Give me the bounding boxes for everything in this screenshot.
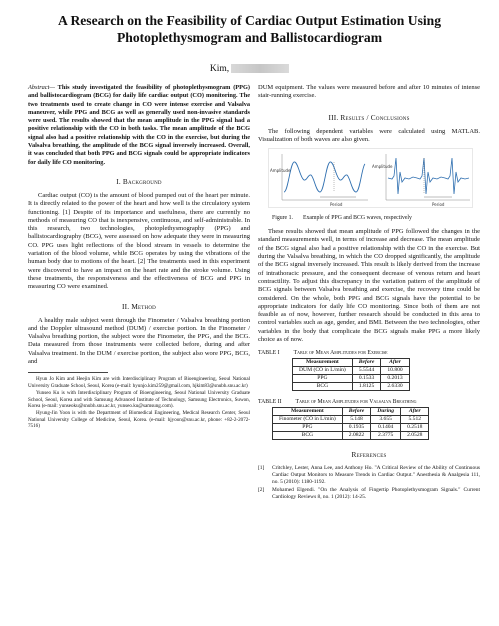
table-cell: 5.148 (342, 416, 371, 424)
left-column (28, 84, 250, 431)
footnote-item: Yunseo Ku is with Interdisciplinary Program of Bioengineering, Seoul National University Graduate School, Seoul, Korea and with Samsung Advanced Institute of Technology, Samsung Electronics, Suwon, Korea (e-mail: yunseoku@snubh.snu.ac.kr, yunseo.ku@samsung.com). (28, 390, 250, 409)
table-header-cell: During (371, 408, 401, 416)
paper-title (10, 12, 489, 46)
table-cell: BCG (273, 432, 343, 440)
results-intro-paragraph: The following dependent variables were calculated using MATLAB. Visualization of both waves are also given. (258, 127, 480, 143)
table-cell: 10.800 (381, 367, 409, 375)
table-header-cell: After (401, 408, 429, 416)
table-2-title (258, 399, 480, 405)
table-header-cell: Measurement (273, 408, 343, 416)
period-label-ppg: Period (330, 202, 343, 208)
figure-1 (268, 148, 480, 213)
table-cell: PPG (293, 375, 353, 383)
table-cell: 0.1404 (371, 424, 401, 432)
figure-caption-text: Example of PPG and BCG waves, respectively (302, 215, 412, 222)
table-header-cell: Before (352, 359, 381, 367)
table-cell: 3.655 (371, 416, 401, 424)
table-cell: 0.2518 (401, 424, 429, 432)
footnote-divider (28, 372, 108, 373)
abstract (28, 84, 250, 167)
table-1-title (258, 350, 480, 356)
table-row (273, 424, 429, 432)
table-header-row (293, 359, 410, 367)
reference-number: [2] (258, 486, 265, 493)
table-1-number: TABLE I (258, 350, 280, 357)
method-continued-paragraph: DUM equipment. The values were measured before and after 10 minutes of intense stair-running exercise. (258, 84, 480, 100)
table-cell: BCG (293, 383, 353, 391)
reference-item (258, 487, 480, 501)
table-cell: 0.1533 (352, 375, 381, 383)
references-list (258, 465, 480, 500)
abstract-label: Abstract— (28, 84, 55, 91)
table-cell: 2.3775 (371, 432, 401, 440)
table-row (293, 383, 410, 391)
footnote-item: Hyung-Jin Yoon is with the Department of Biomedical Engineering, Medical Research Center, Seoul National University College of Medicine, Seoul, Korea. (e-mail: hjyoon@snu.ac.kr, phone: +82-2-2072-7516) (28, 410, 250, 430)
reference-item (258, 465, 480, 485)
table-header-cell: After (381, 359, 409, 367)
reference-text: Critchley, Lester, Anna Lee, and Anthony Ho. "A Critical Review of the Ability of Continuous Cardiac Output Monitors to Measure Trends in Cardiac Output." Anesthesia & Analgesia 111, no. 5 (2010): 1180-1192. (272, 465, 480, 485)
redacted-author-block (231, 64, 289, 73)
footnotes (28, 376, 250, 429)
title-line-1: A Research on the Feasibility of Cardiac Output Estimation Using (57, 13, 442, 28)
background-section (28, 192, 250, 292)
table-cell: 0.1935 (342, 424, 371, 432)
results-intro (258, 128, 480, 145)
table-cell: 0.2013 (381, 375, 409, 383)
right-column (258, 84, 480, 501)
table-cell: 5.5544 (352, 367, 381, 375)
amplitude-label-ppg: Amplitude (270, 168, 291, 174)
table-1-caption: Table of Mean Amplitudes for Exercise (293, 350, 388, 357)
table-cell: Finometer (CO in L/min) (273, 416, 343, 424)
table-row (293, 375, 410, 383)
table-cell: 2.6330 (381, 383, 409, 391)
section-heading-method: II. Method (122, 301, 156, 311)
table-row (293, 367, 410, 375)
table-2-number: TABLE II (258, 399, 282, 406)
table-2-caption: Table of Mean Amplitudes for Valsalva Breathing (295, 399, 417, 406)
table-header-row (273, 408, 429, 416)
table-2 (272, 407, 429, 440)
table-cell: PPG (273, 424, 343, 432)
footnote-item: Hyun Jo Kim and Heejin Kim are with Interdisciplinary Program of Bioengineering, Seoul National University Graduate School, Seoul, Korea (e-mail: hyunjo.kim259@gmail.com, hjkim83@snubh.snu.ac.kr) (28, 376, 250, 389)
method-continued (258, 84, 480, 101)
table-row (273, 432, 429, 440)
table-cell: 5.512 (401, 416, 429, 424)
reference-number: [1] (258, 465, 265, 472)
table-cell: 2.0822 (342, 432, 371, 440)
title-line-2: Photoplethysmogram and Ballistocardiogram (116, 30, 383, 45)
table-row (273, 416, 429, 424)
period-label-bcg: Period (432, 202, 445, 208)
abstract-text: This study investigated the feasibility of photoplethysmogram (PPG) and ballistocardiogram (BCG) for daily life cardiac output (CO) monitoring. The two treatments used to create change in CO were intense exercise and Valsalva maneuver, while PPG and BCG as well as generally used non-invasive standards were used. The results showed that the mean amplitude in the PPG signal had a positive relationship with the CO in both tasks. The mean amplitude of the BCG signal also had a positive relationship with the CO in the exercise, but during the Valsalva breathing, the amplitude of the BCG signal inversely increased. Overall, it was concluded that both PPG and BCG signals could be appropriate indicators for daily life CO monitoring. (28, 84, 250, 166)
amplitude-label-bcg: Amplitude (372, 164, 393, 170)
figure-caption (272, 215, 480, 222)
background-paragraph: Cardiac output (CO) is the amount of blood pumped out of the heart per minute. It is directly related to the power of the heart and how well is the circulatory system functioning. [1] Despite of its importance and usefulness, there are currently no methods of measuring CO that is inexpensive, continuous, and self-administrable. In this research, two technologies, photoplethysmography (PPG) and ballistocardiography (BCG), were assessed on how adequate they were in measuring CO. PPG uses light reflections of the blood stream in vessels to determine the variation of the blood volume, while BCG operates by using the vibrations of the human body due to motions of the heart. [2] The treatments used in this experiment were discovered to have an impact on the heart rate and the stroke volume. Using these treatments, the responsiveness and the effectiveness of BCG and PPG in measuring CO were examined. (28, 191, 250, 291)
method-section (28, 317, 250, 367)
figure-caption-number: Figure 1. (272, 215, 293, 222)
table-cell: DUM (CO in L/min) (293, 367, 353, 375)
method-paragraph: A healthy male subject went through the Finometer / Valsalva breathing portion and the Doppler ultrasound method (DUM) / exercise portion. In the Finometer / Valsalva breathing portion, the subject wore the Finometer, the PPG, and the BCG. Data measured from those instruments were collected before, during and after Valsalva treatment. In the DUM / exercise portion, the subject also wore PPG, BCG, and (28, 316, 250, 366)
table-header-cell: Measurement (293, 359, 353, 367)
section-heading-background: I. Background (116, 176, 162, 186)
ppg-bcg-wave-figure (268, 148, 473, 208)
results-section (258, 228, 480, 344)
section-heading-references: References (351, 450, 387, 460)
author-line (0, 64, 499, 74)
table-cell: 1.8125 (352, 383, 381, 391)
reference-text: Mohamed Elgendi. "On the Analysis of Fingertip Photoplethysmogram Signals." Current Cardiology Reviews 8, no. 1 (2012): 14-25. (272, 486, 480, 500)
author-name: Kim, (209, 64, 230, 74)
table-header-cell: Before (342, 408, 371, 416)
table-1 (292, 358, 410, 391)
table-cell: 2.0528 (401, 432, 429, 440)
section-heading-results: III. Results / Conclusions (328, 112, 410, 122)
results-paragraph: These results showed that mean amplitude of PPG followed the changes in the standard measurements well, in terms of increase and decrease. The mean amplitude of the BCG signal also had a positive relationship with the CO in the exercise. But during the Valsalva breathing, in which the CO dropped significantly, the amplitude of the BCG signal inversely increased. This result is likely derived from the increase of intrathoracic pressure, and the consequent decrease of venous return and heart contractility. To adjust this discrepancy in the variation pattern of the amplitude of BCG signals between Valsalva breathing and exercise, the recovery time could be considered. On the whole, both PPG and BCG signals have the potential to be appropriate indicators for daily life CO monitoring. Since both of them are not feasible as of now, however, further research should be conducted in this area to control variables such as age, gender, and BMI. Between the two technologies, other variables in the body that complicate the BCG signals make PPG a more likely choice as of now. (258, 228, 480, 344)
